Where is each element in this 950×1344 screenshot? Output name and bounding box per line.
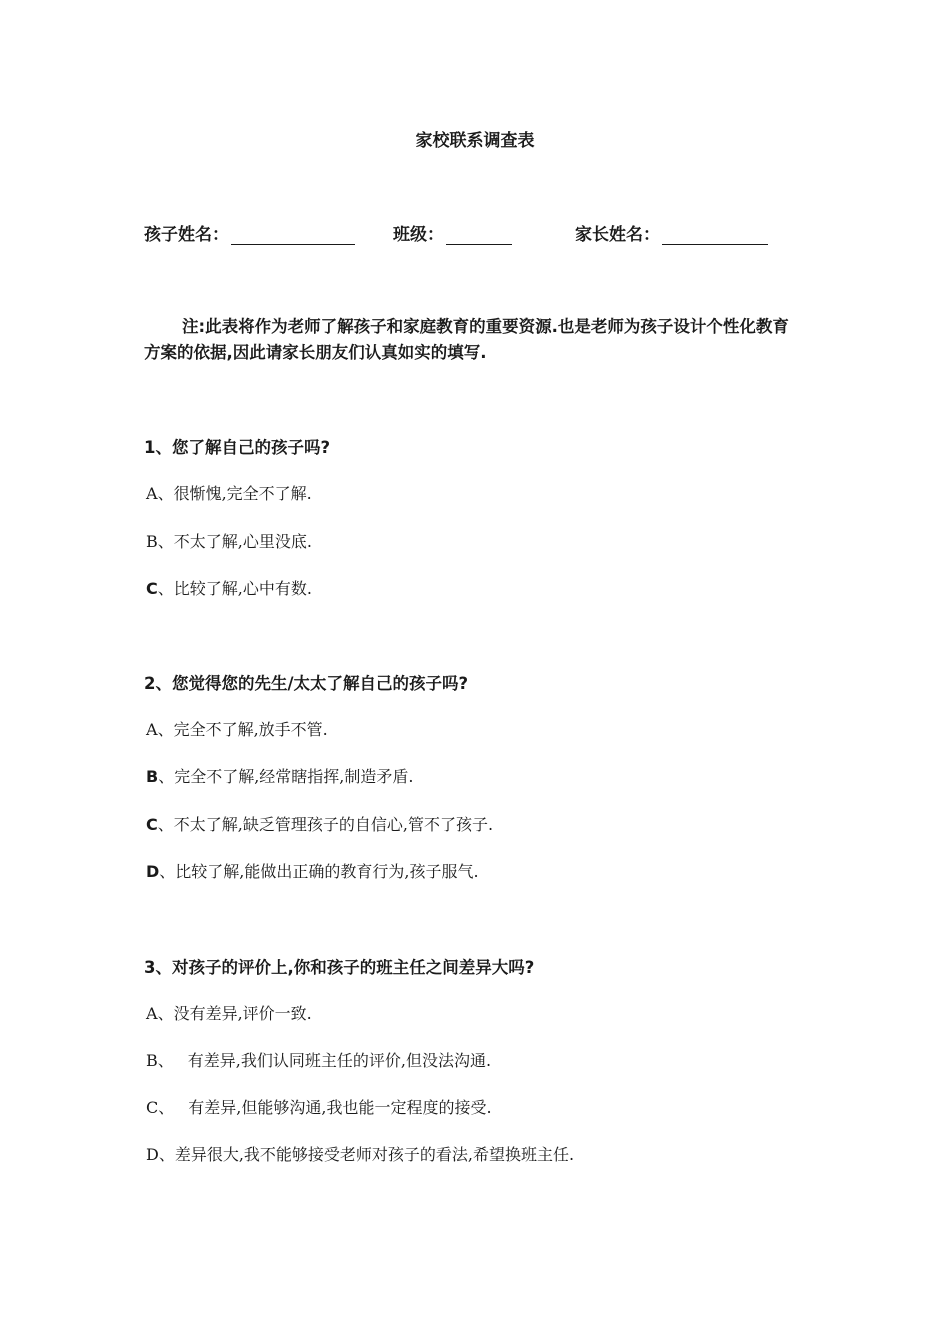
question-3-option-d[interactable]: D、差异很大,我不能够接受老师对孩子的看法,希望换班主任. (146, 1145, 575, 1164)
question-1: 1、您了解自己的孩子吗? (144, 438, 331, 457)
note-paragraph: 注:此表将作为老师了解孩子和家庭教育的重要资源.也是老师为孩子设计个性化教育方案的依据,因此请家长朋友们认真如实的填写. (144, 317, 789, 362)
question-2-option-a[interactable]: A、完全不了解,放手不管. (146, 720, 328, 739)
question-2: 2、您觉得您的先生/太太了解自己的孩子吗? (144, 674, 469, 693)
document-title: 家校联系调查表 (415, 131, 535, 151)
option-letter: D (146, 862, 160, 881)
option-letter: A (146, 720, 158, 739)
option-letter: B (146, 532, 158, 551)
question-1-option-a[interactable]: A、很惭愧,完全不了解. (146, 484, 312, 503)
option-text: 完全不了解,放手不管. (173, 720, 328, 739)
question-3-option-c[interactable]: C、 有差异,但能够沟通,我也能一定程度的接受. (146, 1098, 492, 1117)
question-2-option-d[interactable]: D、比较了解,能做出正确的教育行为,孩子服气. (146, 862, 479, 881)
option-letter: B (146, 767, 159, 786)
option-text: 不太了解,缺乏管理孩子的自信心,管不了孩子. (173, 815, 494, 834)
option-letter: C (146, 579, 158, 598)
option-text: 完全不了解,经常瞎指挥,制造矛盾. (174, 767, 414, 786)
option-letter: A (146, 1004, 158, 1023)
question-3: 3、对孩子的评价上,你和孩子的班主任之间差异大吗? (144, 958, 535, 977)
option-text: 比较了解,心中有数. (173, 579, 312, 598)
child-name-blank[interactable] (231, 226, 355, 245)
option-text: 比较了解,能做出正确的教育行为,孩子服气. (175, 862, 479, 881)
option-text: 有差异,但能够沟通,我也能一定程度的接受. (188, 1098, 492, 1117)
parent-name-label: 家长姓名： (575, 225, 660, 245)
option-letter: C (146, 815, 158, 834)
info-row (144, 220, 804, 246)
child-name-field (144, 220, 355, 245)
question-3-option-a[interactable]: A、没有差异,评价一致. (146, 1004, 312, 1023)
question-3-option-b[interactable]: B、 有差异,我们认同班主任的评价,但没法沟通. (146, 1051, 492, 1070)
option-text: 很惭愧,完全不了解. (173, 484, 312, 503)
question-2-option-c[interactable]: C、不太了解,缺乏管理孩子的自信心,管不了孩子. (146, 815, 494, 834)
option-letter: A (146, 484, 158, 503)
option-letter: B (146, 1051, 158, 1070)
option-letter: C (146, 1098, 159, 1117)
question-2-option-b[interactable]: B、完全不了解,经常瞎指挥,制造矛盾. (146, 767, 414, 786)
option-letter: D (146, 1145, 159, 1164)
option-text: 不太了解,心里没底. (173, 532, 312, 551)
option-text: 有差异,我们认同班主任的评价,但没法沟通. (187, 1051, 492, 1070)
class-field (393, 220, 512, 245)
question-1-option-b[interactable]: B、不太了解,心里没底. (146, 532, 312, 551)
parent-name-field (575, 220, 768, 245)
option-text: 差异很大,我不能够接受老师对孩子的看法,希望换班主任. (174, 1145, 575, 1164)
class-label: 班级： (393, 225, 444, 245)
option-text: 没有差异,评价一致. (173, 1004, 312, 1023)
parent-name-blank[interactable] (662, 226, 768, 245)
child-name-label: 孩子姓名： (144, 225, 229, 245)
question-1-option-c[interactable]: C、比较了解,心中有数. (146, 579, 312, 598)
class-blank[interactable] (446, 226, 512, 245)
